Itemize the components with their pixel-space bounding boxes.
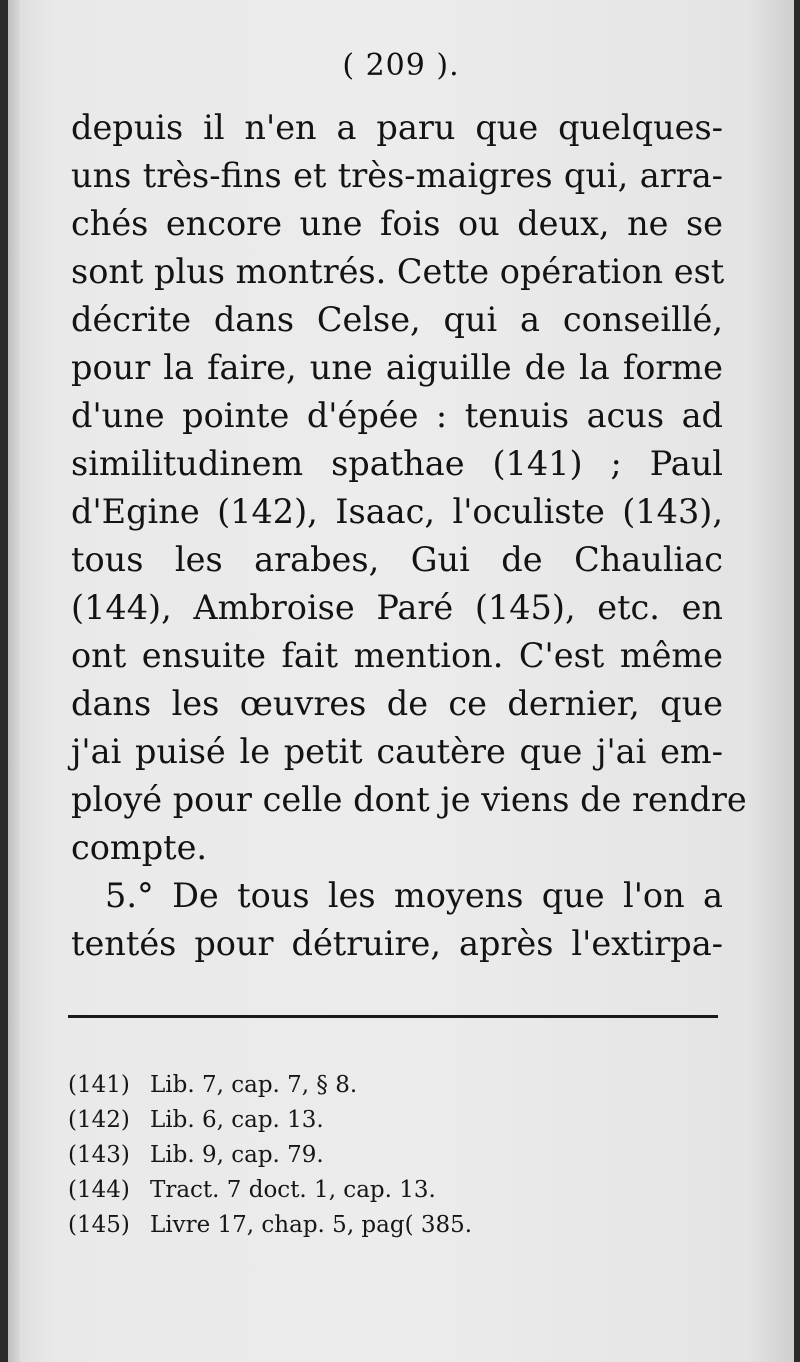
footnote-number: (142) [68,1107,130,1133]
footnote-rule [68,1015,718,1018]
footnote-number: (143) [68,1142,130,1168]
text-line: dans les œuvres de ce dernier, que [71,684,723,723]
footnote-text: Livre 17, chap. 5, pag( 385. [150,1212,473,1238]
footnote-text: Lib. 7, cap. 7, § 8. [150,1072,358,1098]
text-line: pour la faire, une aiguille de la forme [71,348,723,387]
footnote [68,1173,718,1208]
page-number: ( 209 ). [342,48,460,83]
text-line: tous les arabes, Gui de Chauliac [71,540,723,579]
footnote-number: (144) [68,1177,130,1203]
footnote-text: Lib. 9, cap. 79. [150,1142,324,1168]
footnotes [68,1068,718,1243]
text-line: j'ai puisé le petit cautère que j'ai em- [71,732,723,771]
text-line: 5.° De tous les moyens que l'on a [105,876,723,915]
text-line: uns très-fins et très-maigres qui, arra- [71,156,723,195]
text-line: similitudinem spathae (141) ; Paul [71,444,723,483]
footnote-text: Tract. 7 doct. 1, cap. 13. [150,1177,436,1203]
text-line: (144), Ambroise Paré (145), etc. en [71,588,723,627]
book-page [8,0,794,1362]
footnote [68,1103,718,1138]
footnote-text: Lib. 6, cap. 13. [150,1107,324,1133]
text-line: d'une pointe d'épée : tenuis acus ad [71,396,723,435]
footnote [68,1138,718,1173]
text-line: compte. [71,828,208,867]
page-edge [8,0,20,1362]
text-line: ont ensuite fait mention. C'est même [71,636,723,675]
footnote-number: (141) [68,1072,130,1098]
text-line: ployé pour celle dont je viens de rendre [71,780,747,819]
text-line: chés encore une fois ou deux, ne se [71,204,723,243]
text-line: décrite dans Celse, qui a conseillé, [71,300,723,339]
footnote-number: (145) [68,1212,130,1238]
text-line: d'Egine (142), Isaac, l'oculiste (143), [71,492,723,531]
text-line: sont plus montrés. Cette opération est [71,252,725,291]
text-line: tentés pour détruire, après l'extirpa- [71,924,723,963]
footnote [68,1208,718,1243]
footnote [68,1068,718,1103]
text-line: depuis il n'en a paru que quelques- [71,108,723,147]
body-text [71,104,747,968]
